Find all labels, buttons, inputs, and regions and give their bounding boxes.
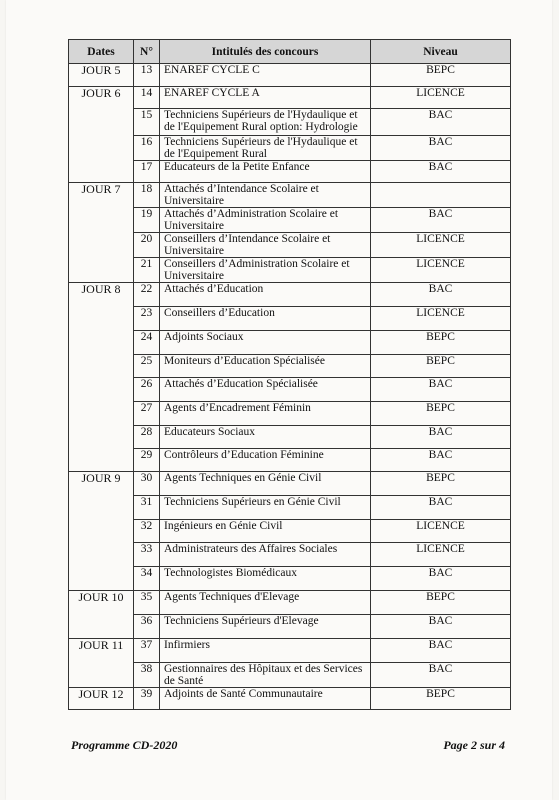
- table-row: [69, 591, 511, 615]
- level-cell: BEPC: [371, 688, 511, 710]
- date-cell: JOUR 12: [69, 688, 134, 710]
- level-cell: BAC: [371, 283, 511, 307]
- num-cell: 17: [134, 161, 160, 183]
- table-row: [69, 331, 511, 355]
- table-row: [69, 378, 511, 402]
- table-row: [69, 355, 511, 378]
- num-cell: 18: [134, 183, 160, 208]
- title-cell: Contrôleurs d’Education Féminine: [160, 449, 371, 472]
- num-cell: 34: [134, 567, 160, 591]
- level-cell: LICENCE: [371, 307, 511, 331]
- title-cell: Infirmiers: [160, 639, 371, 663]
- level-cell: BAC: [371, 109, 511, 136]
- header-title: Intitulés des concours: [160, 40, 371, 64]
- level-cell: BAC: [371, 615, 511, 639]
- header-dates: Dates: [69, 40, 134, 64]
- level-cell: LICENCE: [371, 543, 511, 567]
- title-cell: Attachés d’Education Spécialisée: [160, 378, 371, 402]
- date-cell: JOUR 6: [69, 87, 134, 183]
- table-row: [69, 567, 511, 591]
- level-cell: BEPC: [371, 402, 511, 426]
- num-cell: 31: [134, 496, 160, 520]
- num-cell: 13: [134, 64, 160, 87]
- title-cell: Educateurs de la Petite Enfance: [160, 161, 371, 183]
- level-cell: BEPC: [371, 472, 511, 496]
- num-cell: 15: [134, 109, 160, 136]
- table-row: [69, 543, 511, 567]
- level-cell: LICENCE: [371, 258, 511, 283]
- table-row: [69, 64, 511, 87]
- table-row: [69, 426, 511, 449]
- level-cell: BAC: [371, 567, 511, 591]
- title-cell: Adjoints Sociaux: [160, 331, 371, 355]
- level-cell: LICENCE: [371, 87, 511, 109]
- table-row: [69, 307, 511, 331]
- date-cell: JOUR 10: [69, 591, 134, 639]
- level-cell: BAC: [371, 426, 511, 449]
- num-cell: 24: [134, 331, 160, 355]
- level-cell: BAC: [371, 208, 511, 233]
- title-cell: ENAREF CYCLE A: [160, 87, 371, 109]
- table-row: [69, 402, 511, 426]
- date-cell: JOUR 5: [69, 64, 134, 87]
- title-cell: Techniciens Supérieurs de l'Hydaulique et de l'Equipement Rural option: Hydrologie: [160, 109, 371, 136]
- level-cell: BEPC: [371, 591, 511, 615]
- table-row: [69, 136, 511, 161]
- date-cell: JOUR 11: [69, 639, 134, 688]
- title-cell: Conseillers d’Intendance Scolaire et Universitaire: [160, 233, 371, 258]
- title-cell: Agents d’Encadrement Féminin: [160, 402, 371, 426]
- title-cell: Gestionnaires des Hôpitaux et des Services de Santé: [160, 663, 371, 688]
- title-cell: Attachés d’Education: [160, 283, 371, 307]
- date-cell: JOUR 7: [69, 183, 134, 283]
- title-cell: Educateurs Sociaux: [160, 426, 371, 449]
- table-row: [69, 283, 511, 307]
- num-cell: 21: [134, 258, 160, 283]
- table-row: [69, 208, 511, 233]
- exam-schedule-table: [68, 39, 511, 710]
- level-cell: [371, 183, 511, 208]
- title-cell: Moniteurs d’Education Spécialisée: [160, 355, 371, 378]
- num-cell: 35: [134, 591, 160, 615]
- level-cell: LICENCE: [371, 520, 511, 543]
- title-cell: Ingénieurs en Génie Civil: [160, 520, 371, 543]
- footer-page-number: Page 2 sur 4: [443, 738, 505, 752]
- title-cell: Administrateurs des Affaires Sociales: [160, 543, 371, 567]
- table-row: [69, 663, 511, 688]
- level-cell: BEPC: [371, 64, 511, 87]
- header-level: Niveau: [371, 40, 511, 64]
- level-cell: BAC: [371, 161, 511, 183]
- num-cell: 37: [134, 639, 160, 663]
- table-row: [69, 233, 511, 258]
- table-row: [69, 496, 511, 520]
- level-cell: BAC: [371, 378, 511, 402]
- schedule-body: [69, 64, 511, 710]
- level-cell: BEPC: [371, 355, 511, 378]
- num-cell: 38: [134, 663, 160, 688]
- title-cell: Techniciens Supérieurs d'Elevage: [160, 615, 371, 639]
- date-cell: JOUR 8: [69, 283, 134, 472]
- table-row: [69, 472, 511, 496]
- table-row: [69, 688, 511, 710]
- table-row: [69, 615, 511, 639]
- table-row: [69, 520, 511, 543]
- title-cell: Agents Techniques d'Elevage: [160, 591, 371, 615]
- level-cell: BAC: [371, 449, 511, 472]
- num-cell: 27: [134, 402, 160, 426]
- num-cell: 22: [134, 283, 160, 307]
- title-cell: Techniciens Supérieurs de l'Hydaulique et de l'Equipement Rural: [160, 136, 371, 161]
- header-num: N°: [134, 40, 160, 64]
- num-cell: 16: [134, 136, 160, 161]
- footer-program: Programme CD-2020: [71, 738, 178, 752]
- num-cell: 36: [134, 615, 160, 639]
- num-cell: 39: [134, 688, 160, 710]
- header-row: [69, 40, 511, 64]
- num-cell: 14: [134, 87, 160, 109]
- level-cell: LICENCE: [371, 233, 511, 258]
- table-row: [69, 161, 511, 183]
- num-cell: 25: [134, 355, 160, 378]
- title-cell: Conseillers d’Administration Scolaire et Universitaire: [160, 258, 371, 283]
- title-cell: Attachés d’Intendance Scolaire et Universitaire: [160, 183, 371, 208]
- level-cell: BAC: [371, 496, 511, 520]
- num-cell: 26: [134, 378, 160, 402]
- num-cell: 20: [134, 233, 160, 258]
- title-cell: Conseillers d’Education: [160, 307, 371, 331]
- title-cell: Technologistes Biomédicaux: [160, 567, 371, 591]
- table-row: [69, 258, 511, 283]
- num-cell: 29: [134, 449, 160, 472]
- table-row: [69, 639, 511, 663]
- table-row: [69, 87, 511, 109]
- title-cell: Techniciens Supérieurs en Génie Civil: [160, 496, 371, 520]
- table-row: [69, 449, 511, 472]
- title-cell: Attachés d’Administration Scolaire et Universitaire: [160, 208, 371, 233]
- title-cell: ENAREF CYCLE C: [160, 64, 371, 87]
- num-cell: 23: [134, 307, 160, 331]
- title-cell: Agents Techniques en Génie Civil: [160, 472, 371, 496]
- level-cell: BEPC: [371, 331, 511, 355]
- level-cell: BAC: [371, 136, 511, 161]
- level-cell: BAC: [371, 663, 511, 688]
- date-cell: JOUR 9: [69, 472, 134, 591]
- title-cell: Adjoints de Santé Communautaire: [160, 688, 371, 710]
- level-cell: BAC: [371, 639, 511, 663]
- num-cell: 32: [134, 520, 160, 543]
- num-cell: 19: [134, 208, 160, 233]
- table-row: [69, 109, 511, 136]
- num-cell: 30: [134, 472, 160, 496]
- table-row: [69, 183, 511, 208]
- num-cell: 33: [134, 543, 160, 567]
- num-cell: 28: [134, 426, 160, 449]
